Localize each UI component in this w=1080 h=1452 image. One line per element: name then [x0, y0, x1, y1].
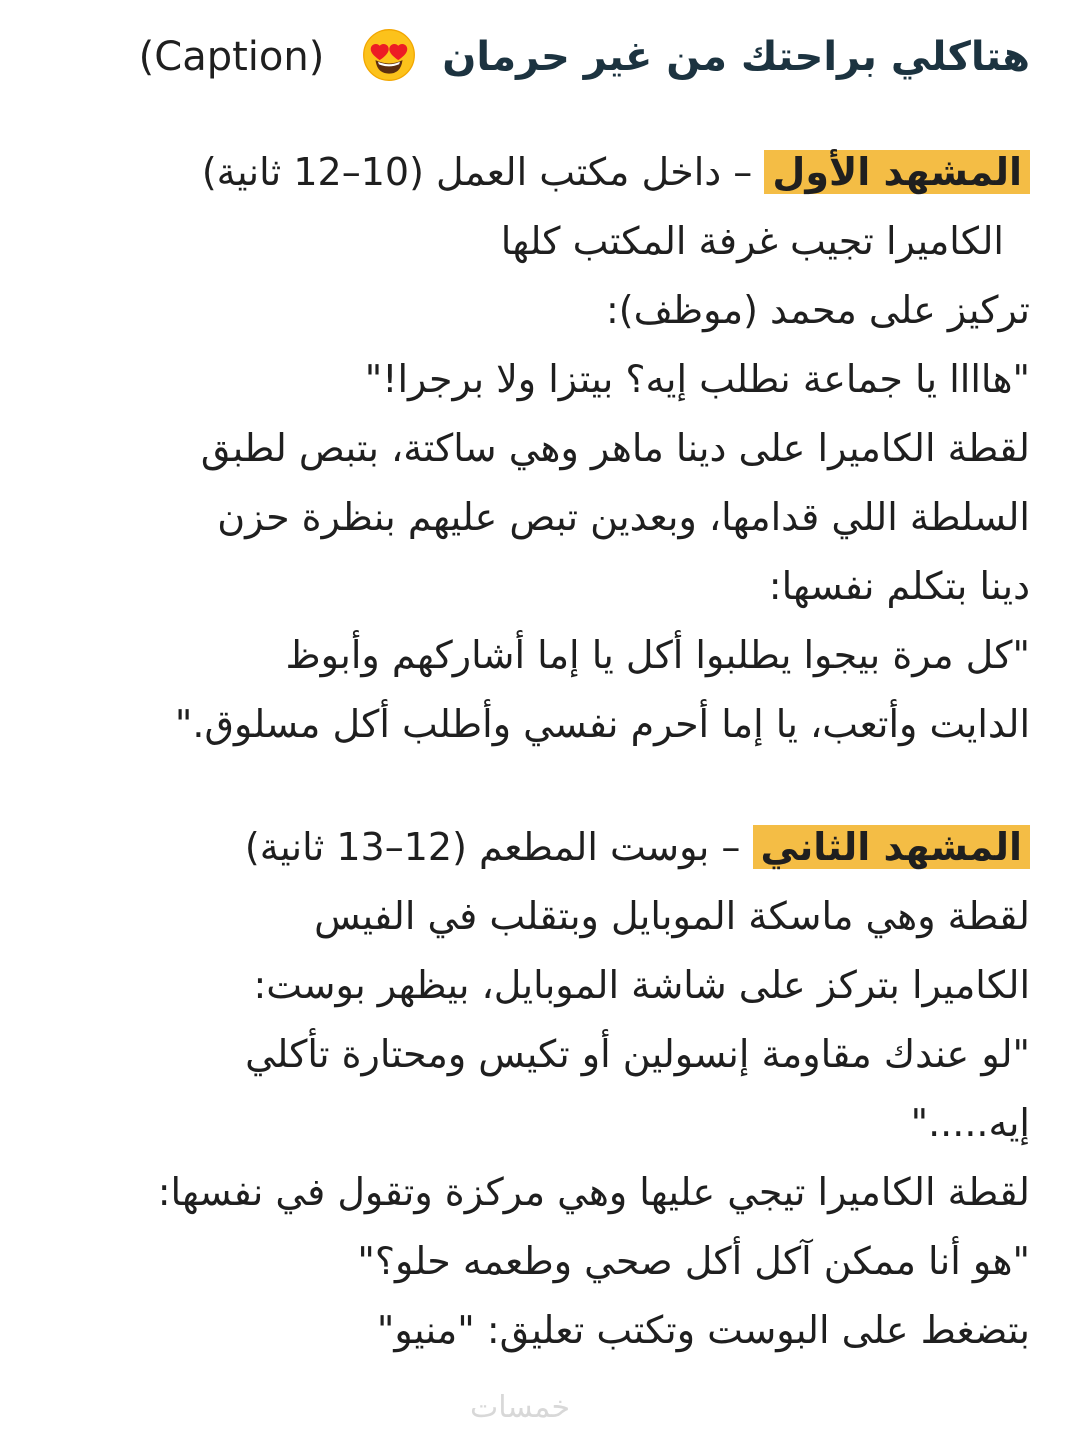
- scene1-line-5: السلطة اللي قدامها، وبعدين تبص عليهم بنظرة حزن: [217, 495, 1030, 539]
- scene1-line-4: لقطة الكاميرا على دينا ماهر وهي ساكتة، بتبص لطبق: [200, 426, 1030, 470]
- scene2-line-6: "هو أنا ممكن آكل أكل صحي وطعمه حلو؟": [357, 1239, 1030, 1283]
- scene1-line-2: تركيز على محمد (موظف):: [605, 288, 1030, 332]
- scene1-line-7: "كل مرة بيجوا يطلبوا أكل يا إما أشاركهم وأبوظ: [285, 633, 1030, 677]
- scene1-line-1: الكاميرا تجيب غرفة المكتب كلها: [500, 219, 1004, 263]
- scene1-heading: [40, 138, 1030, 207]
- scene1-label: المشهد الأول: [764, 150, 1030, 194]
- section-gap: [40, 759, 1030, 813]
- page-title: [40, 22, 1030, 92]
- scene2-label: المشهد الثاني: [753, 825, 1031, 869]
- scene2-line-1: لقطة وهي ماسكة الموبايل وبتقلب في الفيس: [314, 894, 1030, 938]
- scene1-heading-rest: – داخل مكتب العمل (10–12 ثانية): [201, 150, 765, 194]
- scene2-heading-rest: – بوست المطعم (12–13 ثانية): [244, 825, 753, 869]
- scene2-line-4: إيه.....": [910, 1101, 1030, 1145]
- scene2-line-5: لقطة الكاميرا تيجي عليها وهي مركزة وتقول في نفسها:: [157, 1170, 1030, 1214]
- heart-eyes-emoji-icon: [362, 28, 416, 82]
- scene1-line-6: دينا بتكلم نفسها:: [768, 564, 1030, 608]
- scene2-line-3: "لو عندك مقاومة إنسولين أو تكيس ومحتارة تأكلي: [245, 1032, 1030, 1076]
- scene1-line-8: الدايت وأتعب، يا إما أحرم نفسي وأطلب أكل مسلوق.": [174, 702, 1030, 746]
- scene2-line-7: بتضغط على البوست وتكتب تعليق: "منيو": [376, 1308, 1030, 1352]
- watermark: خمسات: [470, 1390, 571, 1425]
- scene1-line-3: "هاااا يا جماعة نطلب إيه؟ بيتزا ولا برجرا!": [364, 357, 1030, 401]
- caption-label: (Caption): [138, 34, 325, 80]
- scene2-line-2: الكاميرا بتركز على شاشة الموبايل، بيظهر بوست:: [253, 963, 1030, 1007]
- scene2-heading: [40, 813, 1030, 882]
- title-text: هتاكلي براحتك من غير حرمان: [442, 34, 1030, 80]
